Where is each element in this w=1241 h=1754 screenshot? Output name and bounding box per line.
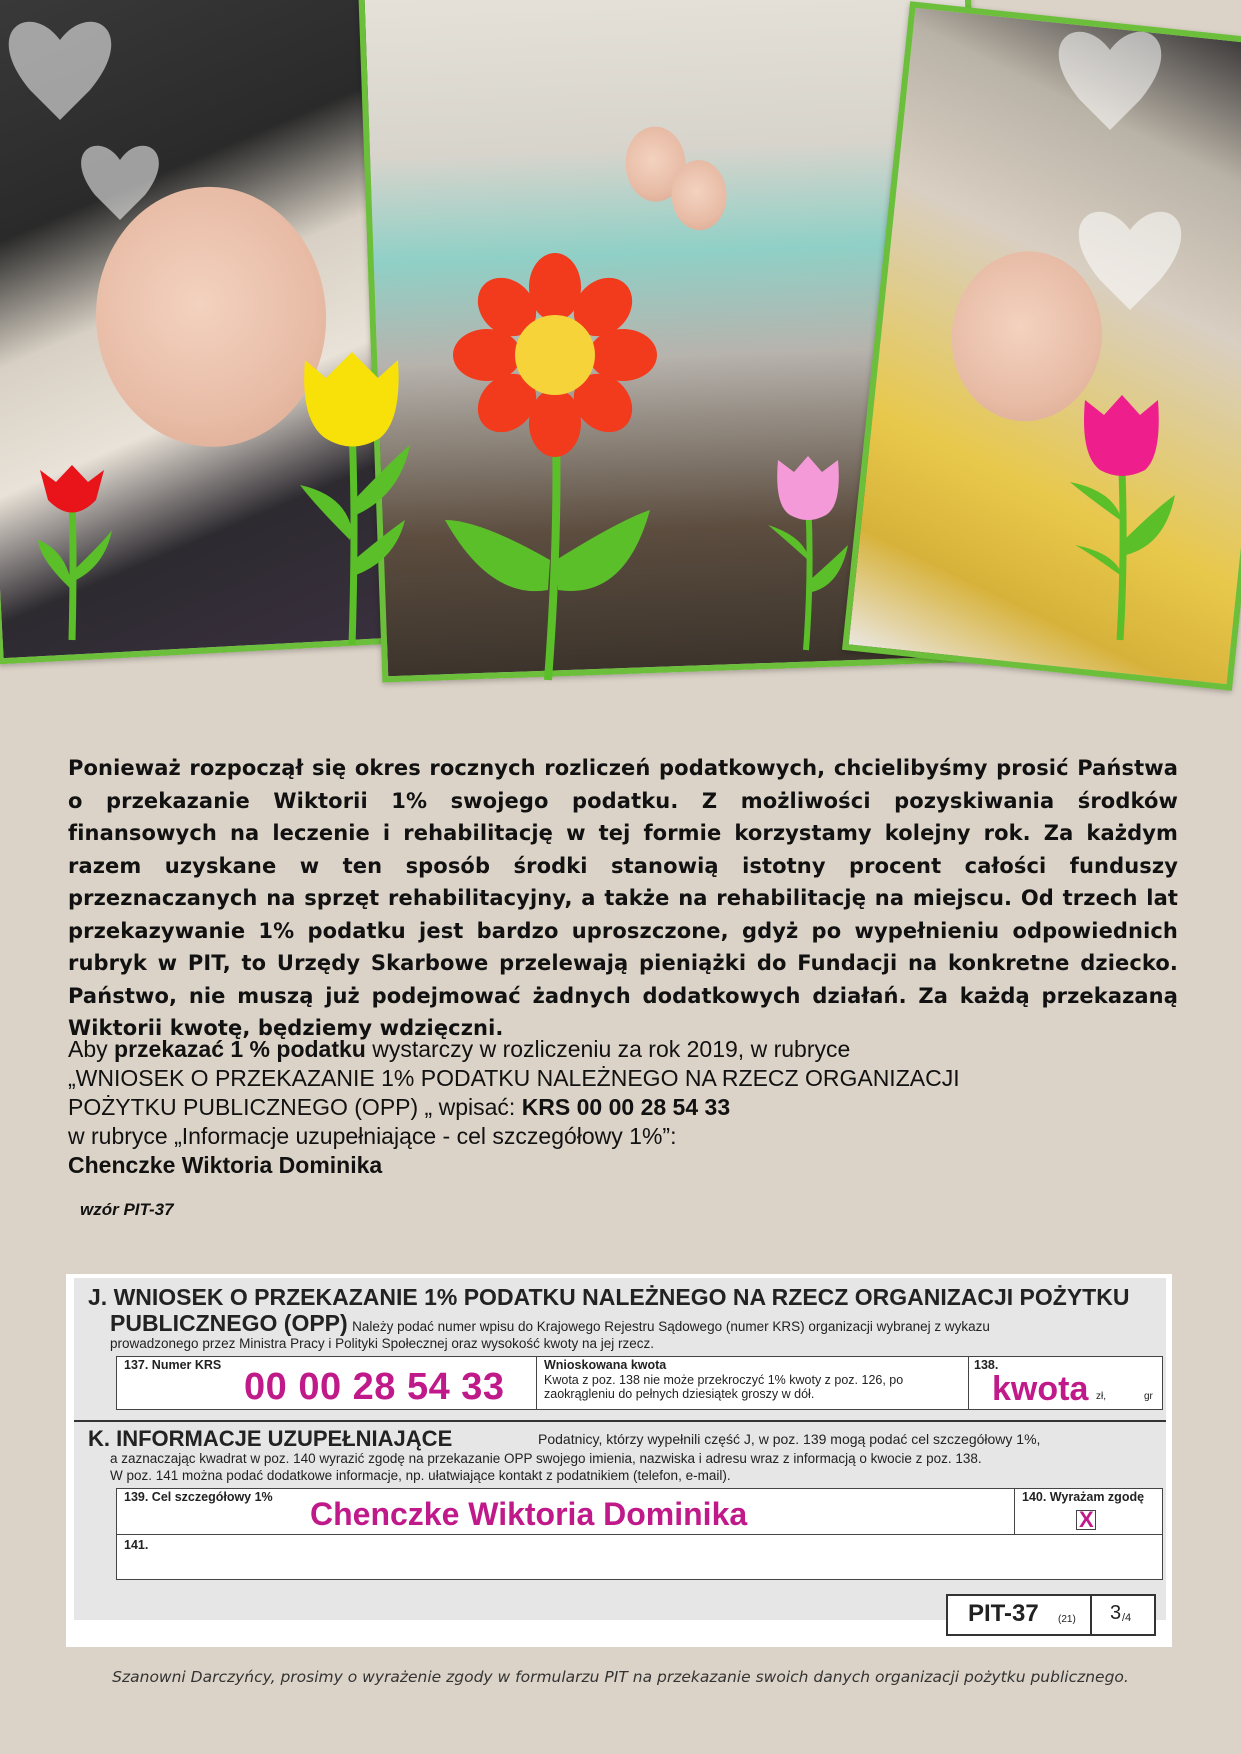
- field-row-141: [116, 1534, 1163, 1580]
- heart-decorations: [9, 22, 1181, 310]
- section-j-title: J. WNIOSEK O PRZEKAZANIE 1% PODATKU NALEŻNEGO NA RZECZ ORGANIZACJI POŻYTKU: [88, 1284, 1130, 1310]
- pit-sample-label: wzór PIT-37: [80, 1200, 174, 1219]
- consent-check-mark: X: [1079, 1507, 1094, 1532]
- photo-collage: [0, 0, 1241, 700]
- field-138-value[interactable]: kwota: [992, 1370, 1089, 1408]
- donation-instructions: [68, 1035, 1188, 1180]
- flower-decorations: [0, 0, 1241, 700]
- yellow-tulip-icon: [300, 352, 410, 645]
- instruction-line-4: w rubryce „Informacje uzupełniające - cel szczegółowy 1%”:: [68, 1123, 677, 1149]
- field-141-label[interactable]: 141.: [124, 1538, 149, 1552]
- beneficiary-name: Chenczke Wiktoria Dominika: [68, 1152, 383, 1178]
- form-identifier: PIT-37 (21) 3 /4: [946, 1594, 1156, 1636]
- consent-checkbox[interactable]: [1076, 1507, 1096, 1532]
- instruction-line-2: „WNIOSEK O PRZEKAZANIE 1% PODATKU NALEŻNEGO NA RZECZ ORGANIZACJI: [68, 1065, 960, 1091]
- red-tulip-icon: [38, 465, 112, 640]
- appeal-paragraph: Ponieważ rozpoczął się okres rocznych rozliczeń podatkowych, chcielibyśmy prosić Państwa o przekazanie Wiktorii 1% swojego podatku. Z możliwości pozyskiwania środków finansowych na leczenie i rehabilitację w tej formie korzystamy kolejny rok. Za każdym razem uzyskane w ten sposób środki stanowią istotny procent całości funduszy przeznaczanych na sprzęt rehabilitacyjny, a także na rehabilitację na miejscu. Od trzech lat przekazywanie 1% podatku jest bardzo uproszczone, gdyż po wypełnieniu odpowiednich rubryk w PIT, to Urzędy Skarbowe przelewają pieniążki do Fundacji na konkretne dziecko. Państwo, nie muszą już podejmować żadnych dodatkowych działań. Za każdą przekazaną Wiktorii kwotę, będziemy wdzięczni.: [68, 756, 1178, 1040]
- instruction-line-1: Aby przekazać 1 % podatku wystarczy w rozliczeniu za rok 2019, w rubryce: [68, 1036, 851, 1062]
- field-139-value[interactable]: Chenczke Wiktoria Dominika: [310, 1496, 748, 1532]
- field-requested-label: Wnioskowana kwota: [544, 1358, 667, 1372]
- footer-note: Szanowni Darczyńcy, prosimy o wyrażenie zgody w formularzu PIT na przekazanie swoich danych organizacji pożytku publicznego.: [112, 1668, 1129, 1686]
- pit-form-sample: J. WNIOSEK O PRZEKAZANIE 1% PODATKU NALEŻNEGO NA RZECZ ORGANIZACJI POŻYTKU PUBLICZNEGO (OPP) Należy podać numer wpisu do Krajowego Rejestru Sądowego (numer KRS) organizacji wybranej z wykazu prowadzonego przez Ministra Pracy i Polityki Społecznej oraz wysokość kwoty na jej rzecz. 137. Numer KRS 00 00 28 54 33 Wnioskowana kwota Kwota z poz. 138 nie może przekroczyć 1% kwoty z poz. 126, po zaokrągleniu do pełnych dziesiątek groszy w dół. 138. kwota zł, gr K. INFORMACJE UZUPEŁNIAJĄCE Podatnicy, którzy wypełnili część J, w poz. 139 mogą podać cel szczegółowy 1%, a zaznaczając kwadrat w poz. 140 wyrazić zgodę na przekazanie OPP swojego imienia, nazwiska i adresu wraz z informacją o kwocie z poz. 138. W poz. 141 można podać dodatkowe informacje, np. ułatwiające kontakt z podatnikiem (telefon, e-mail). 139. Cel szczegółowy 1% Chenczke Wiktoria Dominika 140. Wyrażam zgodę X 141. PIT-37 (21) 3 /4: [66, 1274, 1172, 1647]
- instruction-line-3: POŻYTKU PUBLICZNEGO (OPP) „ wpisać: KRS 00 00 28 54 33: [68, 1094, 731, 1120]
- section-k-title: K. INFORMACJE UZUPEŁNIAJĄCE: [88, 1426, 453, 1451]
- magenta-tulip-icon: [1070, 395, 1175, 640]
- field-140-label: 140. Wyrażam zgodę: [1022, 1490, 1145, 1504]
- krs-number: KRS 00 00 28 54 33: [521, 1094, 731, 1120]
- red-daisy-icon: [445, 253, 657, 680]
- field-139-label: 139. Cel szczegółowy 1%: [124, 1490, 273, 1504]
- pink-tulip-icon: [768, 456, 848, 650]
- field-138-label: 138.: [974, 1358, 999, 1372]
- field-137-label: 137. Numer KRS: [124, 1358, 222, 1372]
- field-137-value[interactable]: 00 00 28 54 33: [244, 1366, 505, 1408]
